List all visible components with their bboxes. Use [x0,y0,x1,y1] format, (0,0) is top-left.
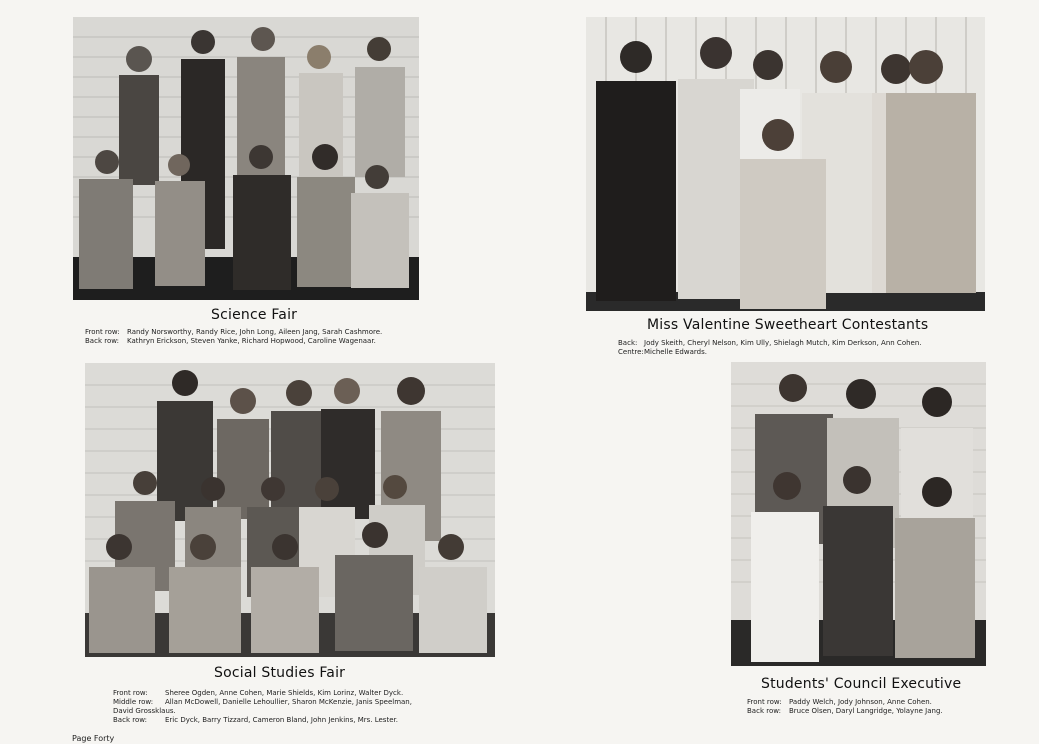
social-studies-title: Social Studies Fair [214,665,346,681]
names-row: Back: Jody Skeith, Cheryl Nelson, Kim Ully, Shielagh Mutch, Kim Derkson, Ann Cohen. [618,339,922,347]
valentine-names [618,339,922,357]
social-studies-names [113,689,412,725]
valentine-photo [586,17,985,311]
council-photo [731,362,986,666]
names-row: David Grossklaus. [113,707,176,715]
science-fair-title: Science Fair [211,307,298,323]
names-row: Back row: Kathryn Erickson, Steven Yanke, Richard Hopwood, Caroline Wagenaar. [85,337,376,345]
names-row: Middle row: Allan McDowell, Danielle Lehoullier, Sharon McKenzie, Janis Speelman, [113,698,412,706]
names-row: Front row: Randy Norsworthy, Randy Rice, John Long, Aileen Jang, Sarah Cashmore. [85,328,383,336]
social-studies-photo [85,363,495,657]
names-row: Front row: Sheree Ogden, Anne Cohen, Marie Shields, Kim Lorinz, Walter Dyck. [113,689,404,697]
council-names [747,698,943,716]
names-row: Front row: Paddy Welch, Jody Johnson, Anne Cohen. [747,698,932,706]
names-row: Back row: Eric Dyck, Barry Tizzard, Cameron Bland, John Jenkins, Mrs. Lester. [113,716,398,724]
science-fair-names [85,328,382,346]
names-row: Back row: Bruce Olsen, Daryl Langridge, Yolayne Jang. [747,707,943,715]
council-title: Students' Council Executive [761,676,962,692]
valentine-title: Miss Valentine Sweetheart Contestants [647,317,929,333]
names-row: Centre:Michelle Edwards. [618,348,707,356]
page-number: Page Forty [72,734,115,743]
science-fair-photo [73,17,419,300]
